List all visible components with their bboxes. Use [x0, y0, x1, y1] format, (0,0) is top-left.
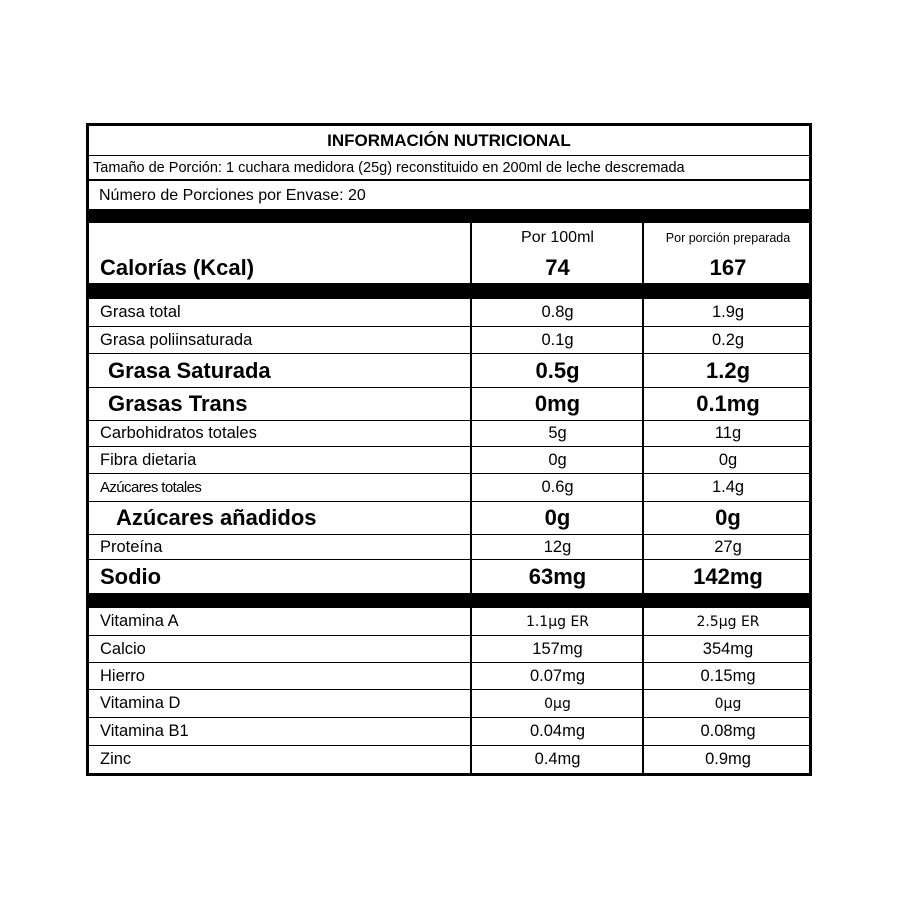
nutrient-row	[89, 299, 809, 327]
thick-divider	[89, 209, 809, 223]
panel-title: INFORMACIÓN NUTRICIONAL	[327, 130, 571, 150]
nutrient-row-emphasized	[89, 502, 809, 535]
nutrient-row	[89, 535, 809, 560]
nutrient-per-serving: 27g	[714, 537, 742, 556]
vitamin-per-100ml: 0.4mg	[534, 750, 581, 768]
nutrient-per-serving: 0.1mg	[696, 391, 760, 416]
nutrient-per-100ml: 0g	[544, 505, 571, 530]
thick-divider	[89, 283, 809, 299]
serving-size-text: Tamaño de Porción: 1 cuchara medidora (25g) reconstituido en 200ml de leche descremada	[93, 159, 685, 176]
vitamin-label: Vitamina B1	[100, 722, 189, 740]
nutrient-label: Fibra dietaria	[100, 450, 197, 469]
nutrient-per-100ml: 0.6g	[541, 478, 574, 496]
nutrient-label: Grasa poliinsaturada	[100, 330, 253, 349]
nutrient-per-serving: 1.9g	[711, 303, 745, 321]
column-divider	[642, 223, 644, 773]
nutrient-per-100ml: 63mg	[528, 563, 587, 589]
vitamin-per-100ml: 0.04mg	[529, 722, 586, 740]
nutrient-per-serving: 1.4g	[711, 478, 745, 496]
nutrient-per-serving: 0.2g	[711, 330, 745, 349]
nutrient-per-100ml: 0.8g	[541, 303, 574, 321]
vitamin-per-100ml: 0µg	[544, 695, 571, 712]
vitamin-per-100ml: 0.07mg	[529, 666, 586, 685]
nutrient-label: Sodio	[100, 563, 162, 589]
vitamin-per-serving: 354mg	[702, 639, 754, 658]
nutrient-row	[89, 421, 809, 447]
serving-size-row	[89, 156, 809, 181]
nutrient-per-100ml: 5g	[548, 424, 567, 442]
vitamin-per-serving: 0.9mg	[705, 750, 751, 768]
nutrient-row	[89, 474, 809, 502]
calories-row	[89, 253, 809, 283]
calories-per-100ml: 74	[545, 255, 570, 280]
nutrient-label: Grasa total	[100, 303, 181, 321]
column-divider	[470, 209, 472, 773]
vitamin-per-100ml: 1.1µg ER	[525, 613, 590, 630]
vitamin-row	[89, 690, 809, 718]
nutrient-label: Azúcares totales	[100, 479, 202, 496]
vitamin-per-serving: 0µg	[714, 695, 742, 712]
nutrient-per-serving: 0g	[715, 505, 741, 530]
nutrient-label: Azúcares añadidos	[116, 505, 317, 530]
vitamin-per-100ml: 157mg	[532, 639, 583, 658]
nutrition-facts-panel	[86, 123, 812, 776]
nutrient-label: Carbohidratos totales	[100, 424, 257, 442]
servings-per-container: Número de Porciones por Envase: 20	[99, 187, 366, 204]
nutrient-per-100ml: 0mg	[534, 391, 581, 416]
servings-row	[89, 183, 809, 209]
vitamin-row	[89, 608, 809, 636]
column-header-per-100ml: Por 100ml	[521, 229, 594, 246]
vitamin-row	[89, 746, 809, 773]
vitamin-per-serving: 0.15mg	[700, 666, 756, 685]
vitamin-label: Calcio	[100, 639, 146, 658]
vitamin-row	[89, 636, 809, 663]
calories-per-serving: 167	[709, 255, 747, 280]
nutrient-row	[89, 327, 809, 354]
vitamin-per-serving: 0.08mg	[700, 722, 756, 740]
nutrient-row-emphasized	[89, 354, 809, 388]
nutrient-row-emphasized	[89, 560, 809, 593]
nutrient-per-serving: 1.2g	[705, 357, 751, 383]
vitamin-per-serving: 2.5µg ER	[696, 613, 760, 630]
nutrient-per-serving: 142mg	[693, 563, 763, 589]
nutrient-label: Proteína	[100, 537, 163, 556]
nutrient-per-100ml: 0.5g	[535, 357, 580, 383]
vitamin-row	[89, 663, 809, 690]
vitamin-label: Hierro	[100, 666, 145, 685]
column-header-per-serving: Por porción preparada	[665, 231, 791, 245]
vitamin-label: Vitamina A	[100, 612, 179, 630]
nutrient-per-100ml: 12g	[543, 537, 572, 556]
thick-divider	[89, 593, 809, 608]
vitamin-label: Vitamina D	[100, 694, 181, 712]
nutrient-per-100ml: 0.1g	[541, 330, 574, 349]
title-row	[89, 126, 809, 156]
calories-label: Calorías (Kcal)	[100, 255, 255, 280]
nutrient-row-emphasized	[89, 388, 809, 421]
nutrient-row	[89, 447, 809, 474]
nutrient-per-100ml: 0g	[548, 450, 567, 469]
column-header-row	[89, 223, 809, 253]
nutrient-per-serving: 11g	[714, 424, 742, 442]
vitamin-label: Zinc	[100, 750, 132, 768]
vitamin-row	[89, 718, 809, 746]
nutrient-per-serving: 0g	[718, 450, 738, 469]
nutrient-label: Grasa Saturada	[108, 357, 271, 383]
nutrient-label: Grasas Trans	[108, 391, 248, 416]
